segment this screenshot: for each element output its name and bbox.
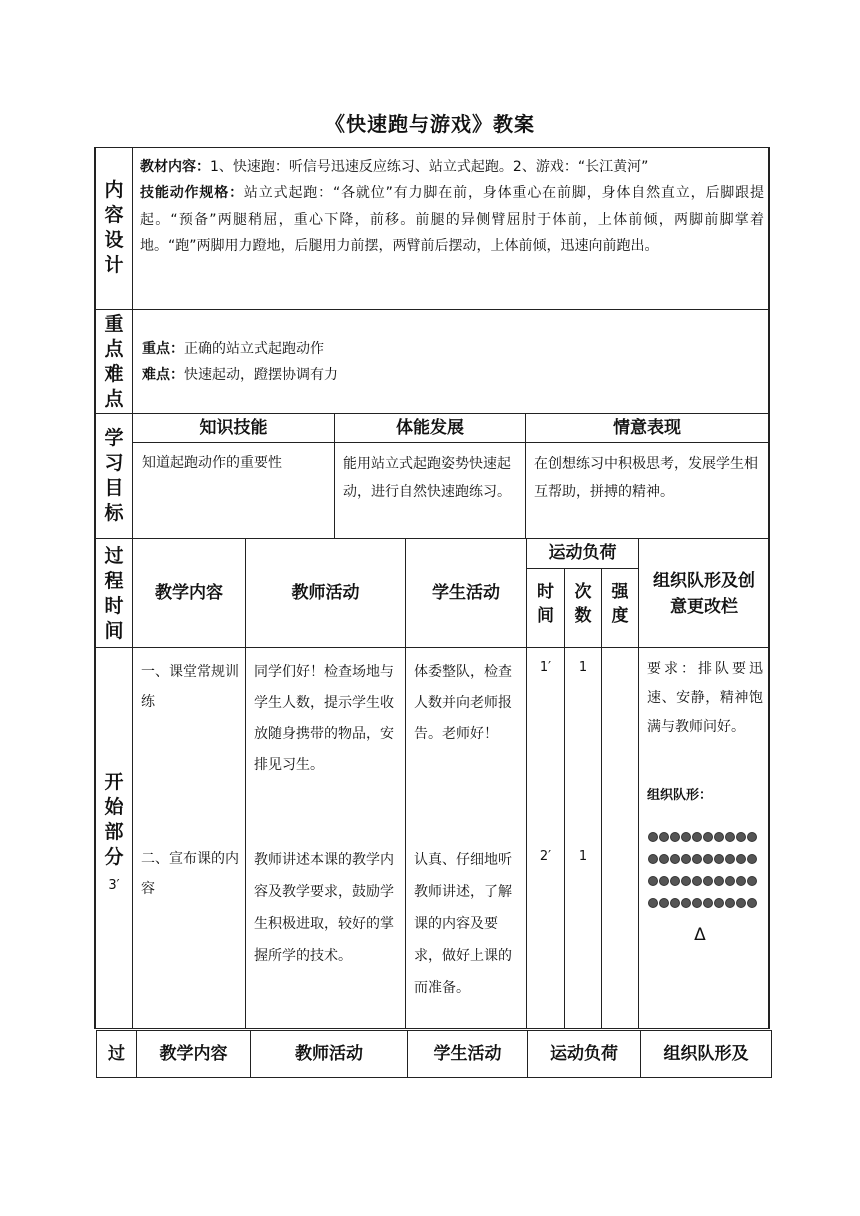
student-dot [692,854,702,864]
student-dot [648,854,658,864]
student-dot [747,876,757,886]
skill-paragraph: 技能动作规格：站立式起跑：“各就位”有力脚在前，身体重心在前脚，身体自然直立，后脚跟提起。“预备”两腿稍屈，重心下降，前移。前腿的异侧臂屈肘于体前，上体前倾，两脚前脚掌着地。“跑”两脚用力蹬地，后腿用力前摆，两臂前后摆动，上体前倾，迅速向前跑出。 [140,185,764,254]
item2-count: 1 [578,849,588,864]
student-dot [670,876,680,886]
student-dot [736,854,746,864]
objective-affective-text: 在创想练习中积极思考，发展学生相互帮助，拼搏的精神。 [534,456,758,500]
header-time: 时间 [537,582,554,626]
student-dot [670,898,680,908]
item1-teacher-activity: 同学们好！检查场地与学生人数，提示学生收放随身携带的物品，安排见习生。 [254,664,394,773]
student-dot [648,876,658,886]
student-dot [681,854,691,864]
header-intensity: 强度 [611,582,629,626]
header-count: 次数 [574,582,592,626]
content-design-body [140,154,764,260]
student-dot [725,854,735,864]
formation-diagram [648,826,758,914]
student-dot [714,876,724,886]
next-header-formation: 组织队形及 [663,1044,749,1064]
keypoints-label: 重点难点 [104,313,124,410]
header-teacher-activity: 教师活动 [291,583,360,603]
student-dot [725,876,735,886]
header-student-activity: 学生活动 [432,583,500,603]
next-header-student: 学生活动 [433,1044,502,1064]
materials-line: 教材内容：1、快速跑：听信号迅速反应练习、站立式起跑。2、游戏：“长江黄河” [140,159,649,175]
student-row [648,870,758,892]
student-dot [747,832,757,842]
item1-content: 一、课堂常规训练 [141,664,239,710]
student-dot [703,898,713,908]
student-row [648,892,758,914]
student-dot [670,832,680,842]
student-dot [659,854,669,864]
formation-label: 组织队形： [647,788,713,803]
next-header-content: 教学内容 [159,1044,228,1064]
student-dot [659,898,669,908]
item2-teacher-activity: 教师讲述本课的教学内容及教学要求，鼓励学生积极进取，较好的掌握所学的技术。 [254,852,394,964]
objective-header-fitness: 体能发展 [396,418,464,438]
student-row [648,826,758,848]
student-row [648,848,758,870]
next-header-load: 运动负荷 [550,1044,618,1064]
student-dot [681,898,691,908]
objective-header-affective: 情意表现 [613,418,681,438]
student-dot [725,832,735,842]
key-point: 重点：正确的站立式起跑动作 [142,341,324,357]
item1-time: 1′ [539,660,552,675]
objective-fitness-text: 能用站立式起跑姿势快速起动，进行自然快速跑练习。 [343,456,511,500]
student-dot [692,876,702,886]
objective-knowledge-text: 知道起跑动作的重要性 [142,455,282,471]
student-dot [736,898,746,908]
item1-count: 1 [578,660,588,675]
keypoints-body [142,336,742,388]
student-dot [659,876,669,886]
student-dot [714,898,724,908]
objective-header-knowledge: 知识技能 [199,418,268,438]
student-dot [714,854,724,864]
student-dot [736,876,746,886]
start-section-label: 开始部分 [104,771,124,868]
objectives-label: 学习目标 [104,427,124,524]
item2-content: 二、宣布课的内容 [141,851,239,897]
student-dot [747,854,757,864]
document-title: 《快速跑与游戏》教案 [325,112,535,136]
student-dot [648,832,658,842]
student-dot [681,832,691,842]
student-dot [703,854,713,864]
item2-student-activity: 认真、仔细地听教师讲述，了解课的内容及要求，做好上课的而准备。 [414,852,512,996]
student-dot [725,898,735,908]
process-time-label: 过程时间 [104,545,124,642]
student-dot [648,898,658,908]
student-dot [692,898,702,908]
formation-requirement: 要求：排队要迅速、安静，精神饱满与教师问好。 [647,661,763,735]
student-dot [714,832,724,842]
student-dot [703,876,713,886]
item1-student-activity: 体委整队，检查人数并向老师报告。老师好！ [414,664,512,742]
item2-time: 2′ [539,849,552,864]
header-exercise-load: 运动负荷 [548,543,617,563]
student-dot [747,898,757,908]
start-section-duration: 3′ [108,878,120,893]
student-dot [703,832,713,842]
difficulty-point: 难点：快速起动，蹬摆协调有力 [142,367,338,383]
header-formation: 组织队形及创意更改栏 [653,571,755,617]
teacher-position-symbol: Δ [694,925,706,945]
content-design-label: 内容设计 [104,179,124,276]
student-dot [736,832,746,842]
student-dot [659,832,669,842]
header-teaching-content: 教学内容 [155,583,223,603]
student-dot [670,854,680,864]
student-dot [681,876,691,886]
next-header-process: 过 [108,1044,125,1064]
next-header-teacher: 教师活动 [295,1044,363,1064]
student-dot [692,832,702,842]
